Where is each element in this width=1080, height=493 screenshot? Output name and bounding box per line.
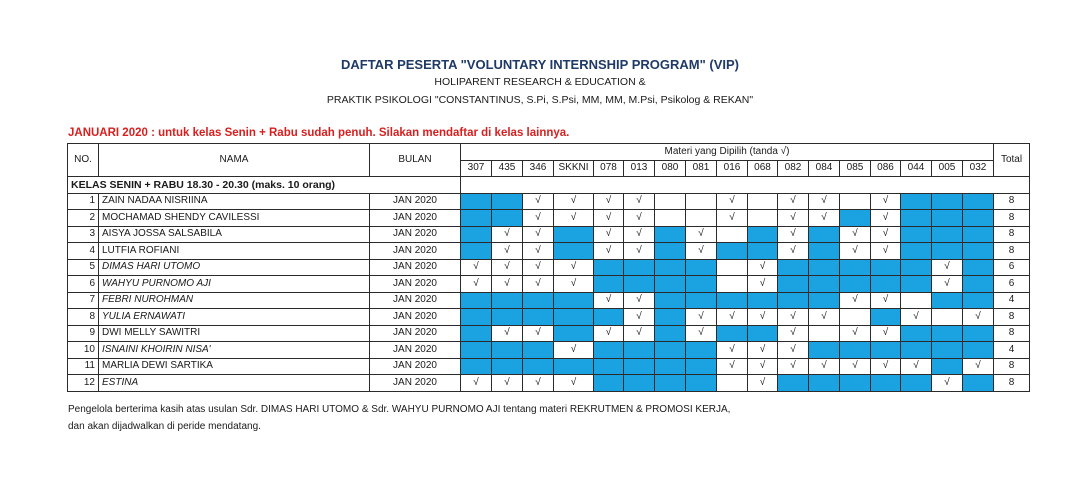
check-mark: √: [554, 375, 594, 392]
check-mark: √: [523, 375, 554, 392]
check-mark: √: [554, 259, 594, 276]
check-mark: √: [717, 309, 748, 326]
check-mark: √: [554, 193, 594, 210]
materi-cell: [655, 375, 686, 392]
materi-cell: [461, 226, 492, 243]
check-mark: √: [778, 226, 809, 243]
check-mark: √: [523, 259, 554, 276]
materi-cell: [963, 342, 994, 359]
materi-cell: [655, 226, 686, 243]
check-mark: √: [624, 210, 655, 227]
check-mark: √: [748, 375, 778, 392]
check-mark: √: [871, 358, 901, 375]
materi-cell: [901, 259, 932, 276]
row-number: 1: [68, 193, 99, 210]
participant-name: DWI MELLY SAWITRI: [99, 325, 370, 342]
table-row: [68, 259, 1030, 276]
materi-cell: [717, 259, 748, 276]
materi-cell: [840, 276, 871, 293]
materi-cell: [717, 292, 748, 309]
participant-table: [67, 143, 1030, 392]
check-mark: √: [554, 342, 594, 359]
materi-code-header: 013: [624, 160, 655, 177]
materi-cell: [655, 292, 686, 309]
row-total: 8: [994, 210, 1030, 227]
materi-cell: [594, 309, 624, 326]
participant-name: LUTFIA ROFIANI: [99, 243, 370, 260]
row-month: JAN 2020: [370, 276, 461, 293]
materi-cell: [554, 358, 594, 375]
materi-cell: [594, 276, 624, 293]
materi-cell: [901, 226, 932, 243]
materi-cell: [461, 193, 492, 210]
check-mark: √: [717, 210, 748, 227]
row-total: 8: [994, 193, 1030, 210]
materi-cell: [901, 325, 932, 342]
materi-cell: [655, 193, 686, 210]
row-number: 10: [68, 342, 99, 359]
materi-cell: [523, 292, 554, 309]
materi-cell: [901, 276, 932, 293]
row-month: JAN 2020: [370, 292, 461, 309]
materi-cell: [840, 375, 871, 392]
materi-cell: [686, 292, 717, 309]
materi-cell: [554, 226, 594, 243]
table-row: [68, 226, 1030, 243]
check-mark: √: [523, 193, 554, 210]
check-mark: √: [624, 309, 655, 326]
header-materi: Materi yang Dipilih (tanda √): [461, 144, 994, 161]
materi-cell: [492, 210, 523, 227]
materi-cell: [717, 375, 748, 392]
materi-code-header: 082: [778, 160, 809, 177]
row-total: 4: [994, 292, 1030, 309]
materi-cell: [594, 259, 624, 276]
materi-cell: [963, 193, 994, 210]
check-mark: √: [871, 243, 901, 260]
materi-cell: [778, 292, 809, 309]
materi-cell: [594, 358, 624, 375]
footer-line-2: dan akan dijadwalkan di peride mendatang.: [68, 421, 261, 432]
check-mark: √: [778, 210, 809, 227]
materi-cell: [461, 243, 492, 260]
check-mark: √: [492, 325, 523, 342]
materi-cell: [717, 226, 748, 243]
materi-cell: [655, 342, 686, 359]
materi-cell: [901, 292, 932, 309]
materi-code-header: 080: [655, 160, 686, 177]
check-mark: √: [840, 325, 871, 342]
row-month: JAN 2020: [370, 243, 461, 260]
materi-cell: [461, 292, 492, 309]
row-month: JAN 2020: [370, 325, 461, 342]
participant-name: ISNAINI KHOIRIN NISA': [99, 342, 370, 359]
materi-cell: [624, 358, 655, 375]
row-month: JAN 2020: [370, 210, 461, 227]
materi-cell: [901, 193, 932, 210]
materi-cell: [932, 342, 963, 359]
row-total: 4: [994, 342, 1030, 359]
materi-cell: [686, 358, 717, 375]
table-row: [68, 193, 1030, 210]
materi-code-header: 078: [594, 160, 624, 177]
check-mark: √: [554, 210, 594, 227]
materi-cell: [871, 375, 901, 392]
check-mark: √: [624, 226, 655, 243]
check-mark: √: [624, 325, 655, 342]
row-month: JAN 2020: [370, 259, 461, 276]
check-mark: √: [778, 193, 809, 210]
participant-name: ESTINA: [99, 375, 370, 392]
materi-cell: [963, 325, 994, 342]
check-mark: √: [871, 193, 901, 210]
header-no: NO.: [68, 144, 99, 177]
row-number: 12: [68, 375, 99, 392]
materi-cell: [655, 276, 686, 293]
check-mark: √: [523, 226, 554, 243]
materi-cell: [778, 375, 809, 392]
materi-cell: [963, 243, 994, 260]
materi-cell: [686, 193, 717, 210]
check-mark: √: [809, 210, 840, 227]
check-mark: √: [717, 342, 748, 359]
materi-cell: [717, 276, 748, 293]
check-mark: √: [748, 259, 778, 276]
check-mark: √: [686, 243, 717, 260]
table-row: [68, 210, 1030, 227]
row-month: JAN 2020: [370, 309, 461, 326]
materi-cell: [686, 210, 717, 227]
row-month: JAN 2020: [370, 193, 461, 210]
row-month: JAN 2020: [370, 342, 461, 359]
materi-cell: [932, 292, 963, 309]
check-mark: √: [717, 358, 748, 375]
check-mark: √: [492, 276, 523, 293]
check-mark: √: [840, 226, 871, 243]
materi-code-header: 346: [523, 160, 554, 177]
row-number: 7: [68, 292, 99, 309]
materi-cell: [655, 243, 686, 260]
check-mark: √: [523, 243, 554, 260]
materi-cell: [523, 342, 554, 359]
check-mark: √: [871, 226, 901, 243]
materi-cell: [523, 358, 554, 375]
notice-text: JANUARI 2020 : untuk kelas Senin + Rabu sudah penuh. Silakan mendaftar di kelas lainnya.: [68, 127, 570, 139]
materi-cell: [840, 259, 871, 276]
materi-code-header: 085: [840, 160, 871, 177]
materi-cell: [809, 325, 840, 342]
check-mark: √: [840, 243, 871, 260]
materi-cell: [655, 210, 686, 227]
check-mark: √: [492, 259, 523, 276]
materi-cell: [748, 193, 778, 210]
check-mark: √: [778, 243, 809, 260]
materi-code-header: 032: [963, 160, 994, 177]
materi-cell: [554, 309, 594, 326]
check-mark: √: [840, 358, 871, 375]
materi-cell: [809, 276, 840, 293]
table-row: [68, 358, 1030, 375]
materi-cell: [523, 309, 554, 326]
participant-name: YULIA ERNAWATI: [99, 309, 370, 326]
materi-cell: [748, 243, 778, 260]
materi-cell: [655, 325, 686, 342]
materi-cell: [748, 325, 778, 342]
materi-cell: [748, 226, 778, 243]
materi-cell: [840, 193, 871, 210]
row-month: JAN 2020: [370, 358, 461, 375]
materi-code-header: 005: [932, 160, 963, 177]
materi-cell: [963, 226, 994, 243]
materi-cell: [932, 193, 963, 210]
check-mark: √: [492, 226, 523, 243]
materi-cell: [624, 375, 655, 392]
check-mark: √: [840, 292, 871, 309]
check-mark: √: [932, 375, 963, 392]
check-mark: √: [778, 325, 809, 342]
materi-code-header: 084: [809, 160, 840, 177]
materi-cell: [461, 309, 492, 326]
materi-cell: [809, 259, 840, 276]
check-mark: √: [594, 226, 624, 243]
table-row: [68, 243, 1030, 260]
materi-cell: [461, 325, 492, 342]
materi-cell: [840, 342, 871, 359]
check-mark: √: [901, 309, 932, 326]
check-mark: √: [778, 309, 809, 326]
materi-cell: [778, 276, 809, 293]
check-mark: √: [461, 276, 492, 293]
row-month: JAN 2020: [370, 226, 461, 243]
materi-cell: [554, 292, 594, 309]
materi-cell: [624, 342, 655, 359]
materi-cell: [963, 292, 994, 309]
check-mark: √: [932, 259, 963, 276]
materi-cell: [655, 309, 686, 326]
materi-code-header: 086: [871, 160, 901, 177]
materi-cell: [963, 259, 994, 276]
materi-code-header: SKKNI: [554, 160, 594, 177]
check-mark: √: [554, 276, 594, 293]
check-mark: √: [461, 375, 492, 392]
header-bulan: BULAN: [370, 144, 461, 177]
materi-cell: [871, 309, 901, 326]
materi-cell: [871, 276, 901, 293]
check-mark: √: [492, 375, 523, 392]
materi-cell: [778, 259, 809, 276]
header-nama: NAMA: [99, 144, 370, 177]
row-total: 6: [994, 259, 1030, 276]
table-row: [68, 375, 1030, 392]
materi-cell: [963, 276, 994, 293]
materi-cell: [901, 243, 932, 260]
check-mark: √: [624, 292, 655, 309]
materi-cell: [932, 325, 963, 342]
check-mark: √: [871, 325, 901, 342]
check-mark: √: [871, 292, 901, 309]
participant-name: FEBRI NUROHMAN: [99, 292, 370, 309]
group-row: [68, 177, 1030, 194]
table-row: [68, 276, 1030, 293]
materi-cell: [461, 210, 492, 227]
group-spacer: [461, 177, 1030, 194]
materi-cell: [748, 210, 778, 227]
materi-cell: [492, 292, 523, 309]
materi-cell: [686, 342, 717, 359]
materi-code-header: 016: [717, 160, 748, 177]
row-month: JAN 2020: [370, 375, 461, 392]
row-number: 11: [68, 358, 99, 375]
row-total: 8: [994, 309, 1030, 326]
footer-note: [68, 401, 730, 435]
check-mark: √: [748, 358, 778, 375]
materi-cell: [492, 193, 523, 210]
row-number: 8: [68, 309, 99, 326]
check-mark: √: [686, 309, 717, 326]
check-mark: √: [932, 276, 963, 293]
materi-code-header: 081: [686, 160, 717, 177]
check-mark: √: [963, 309, 994, 326]
materi-cell: [809, 226, 840, 243]
check-mark: √: [778, 342, 809, 359]
check-mark: √: [492, 243, 523, 260]
table-row: [68, 309, 1030, 326]
materi-cell: [871, 259, 901, 276]
row-number: 2: [68, 210, 99, 227]
row-total: 8: [994, 375, 1030, 392]
check-mark: √: [594, 193, 624, 210]
check-mark: √: [901, 358, 932, 375]
check-mark: √: [809, 193, 840, 210]
table-row: [68, 325, 1030, 342]
subtitle-line-2: PRAKTIK PSIKOLOGI "CONSTANTINUS, S.Pi, S.Psi, MM, MM, M.Psi, Psikolog & REKAN": [326, 94, 754, 106]
check-mark: √: [748, 276, 778, 293]
materi-cell: [748, 292, 778, 309]
check-mark: √: [686, 325, 717, 342]
materi-cell: [686, 375, 717, 392]
row-number: 3: [68, 226, 99, 243]
header-total: Total: [994, 144, 1030, 177]
check-mark: √: [686, 226, 717, 243]
check-mark: √: [461, 259, 492, 276]
materi-cell: [932, 210, 963, 227]
check-mark: √: [748, 309, 778, 326]
row-number: 6: [68, 276, 99, 293]
materi-cell: [932, 309, 963, 326]
materi-cell: [932, 226, 963, 243]
row-total: 8: [994, 358, 1030, 375]
materi-cell: [554, 325, 594, 342]
materi-cell: [871, 342, 901, 359]
participant-name: MARLIA DEWI SARTIKA: [99, 358, 370, 375]
header-row: [68, 144, 1030, 161]
check-mark: √: [523, 276, 554, 293]
participant-name: ZAIN NADAA NISRIINA: [99, 193, 370, 210]
check-mark: √: [624, 193, 655, 210]
check-mark: √: [871, 210, 901, 227]
row-number: 5: [68, 259, 99, 276]
materi-cell: [809, 342, 840, 359]
materi-cell: [963, 375, 994, 392]
participant-name: DIMAS HARI UTOMO: [99, 259, 370, 276]
check-mark: √: [963, 358, 994, 375]
check-mark: √: [778, 358, 809, 375]
group-label: KELAS SENIN + RABU 18.30 - 20.30 (maks. 10 orang): [68, 177, 461, 194]
materi-code-header: 435: [492, 160, 523, 177]
check-mark: √: [717, 193, 748, 210]
row-total: 8: [994, 325, 1030, 342]
materi-cell: [809, 375, 840, 392]
materi-cell: [655, 358, 686, 375]
materi-cell: [686, 276, 717, 293]
check-mark: √: [624, 243, 655, 260]
row-number: 9: [68, 325, 99, 342]
row-total: 8: [994, 243, 1030, 260]
check-mark: √: [523, 325, 554, 342]
check-mark: √: [594, 243, 624, 260]
materi-cell: [809, 292, 840, 309]
table-row: [68, 342, 1030, 359]
check-mark: √: [748, 342, 778, 359]
check-mark: √: [594, 325, 624, 342]
materi-cell: [809, 243, 840, 260]
materi-cell: [686, 259, 717, 276]
check-mark: √: [523, 210, 554, 227]
page-title: DAFTAR PESERTA "VOLUNTARY INTERNSHIP PROGRAM" (VIP): [340, 57, 739, 72]
footer-line-1: Pengelola berterima kasih atas usulan Sdr. DIMAS HARI UTOMO & Sdr. WAHYU PURNOMO AJI tentang materi REKRUTMEN & PROMOSI KERJA,: [68, 404, 731, 415]
materi-cell: [655, 259, 686, 276]
materi-cell: [554, 243, 594, 260]
table-row: [68, 292, 1030, 309]
row-total: 6: [994, 276, 1030, 293]
participant-name: WAHYU PURNOMO AJI: [99, 276, 370, 293]
materi-cell: [840, 309, 871, 326]
materi-cell: [594, 342, 624, 359]
participant-name: MOCHAMAD SHENDY CAVILESSI: [99, 210, 370, 227]
materi-cell: [594, 375, 624, 392]
row-number: 4: [68, 243, 99, 260]
participant-name: AISYA JOSSA SALSABILA: [99, 226, 370, 243]
materi-cell: [932, 243, 963, 260]
materi-cell: [461, 342, 492, 359]
materi-code-header: 307: [461, 160, 492, 177]
materi-cell: [717, 243, 748, 260]
materi-cell: [492, 309, 523, 326]
materi-cell: [492, 358, 523, 375]
check-mark: √: [809, 358, 840, 375]
materi-code-header: 068: [748, 160, 778, 177]
materi-cell: [932, 358, 963, 375]
check-mark: √: [594, 292, 624, 309]
materi-cell: [492, 342, 523, 359]
materi-cell: [717, 325, 748, 342]
materi-cell: [901, 210, 932, 227]
materi-cell: [901, 342, 932, 359]
check-mark: √: [809, 309, 840, 326]
materi-code-header: 044: [901, 160, 932, 177]
materi-cell: [840, 210, 871, 227]
check-mark: √: [594, 210, 624, 227]
materi-cell: [624, 259, 655, 276]
materi-cell: [963, 210, 994, 227]
row-total: 8: [994, 226, 1030, 243]
materi-cell: [901, 375, 932, 392]
materi-cell: [624, 276, 655, 293]
materi-cell: [461, 358, 492, 375]
subtitle-line-1: HOLIPARENT RESEARCH & EDUCATION &: [434, 76, 646, 88]
